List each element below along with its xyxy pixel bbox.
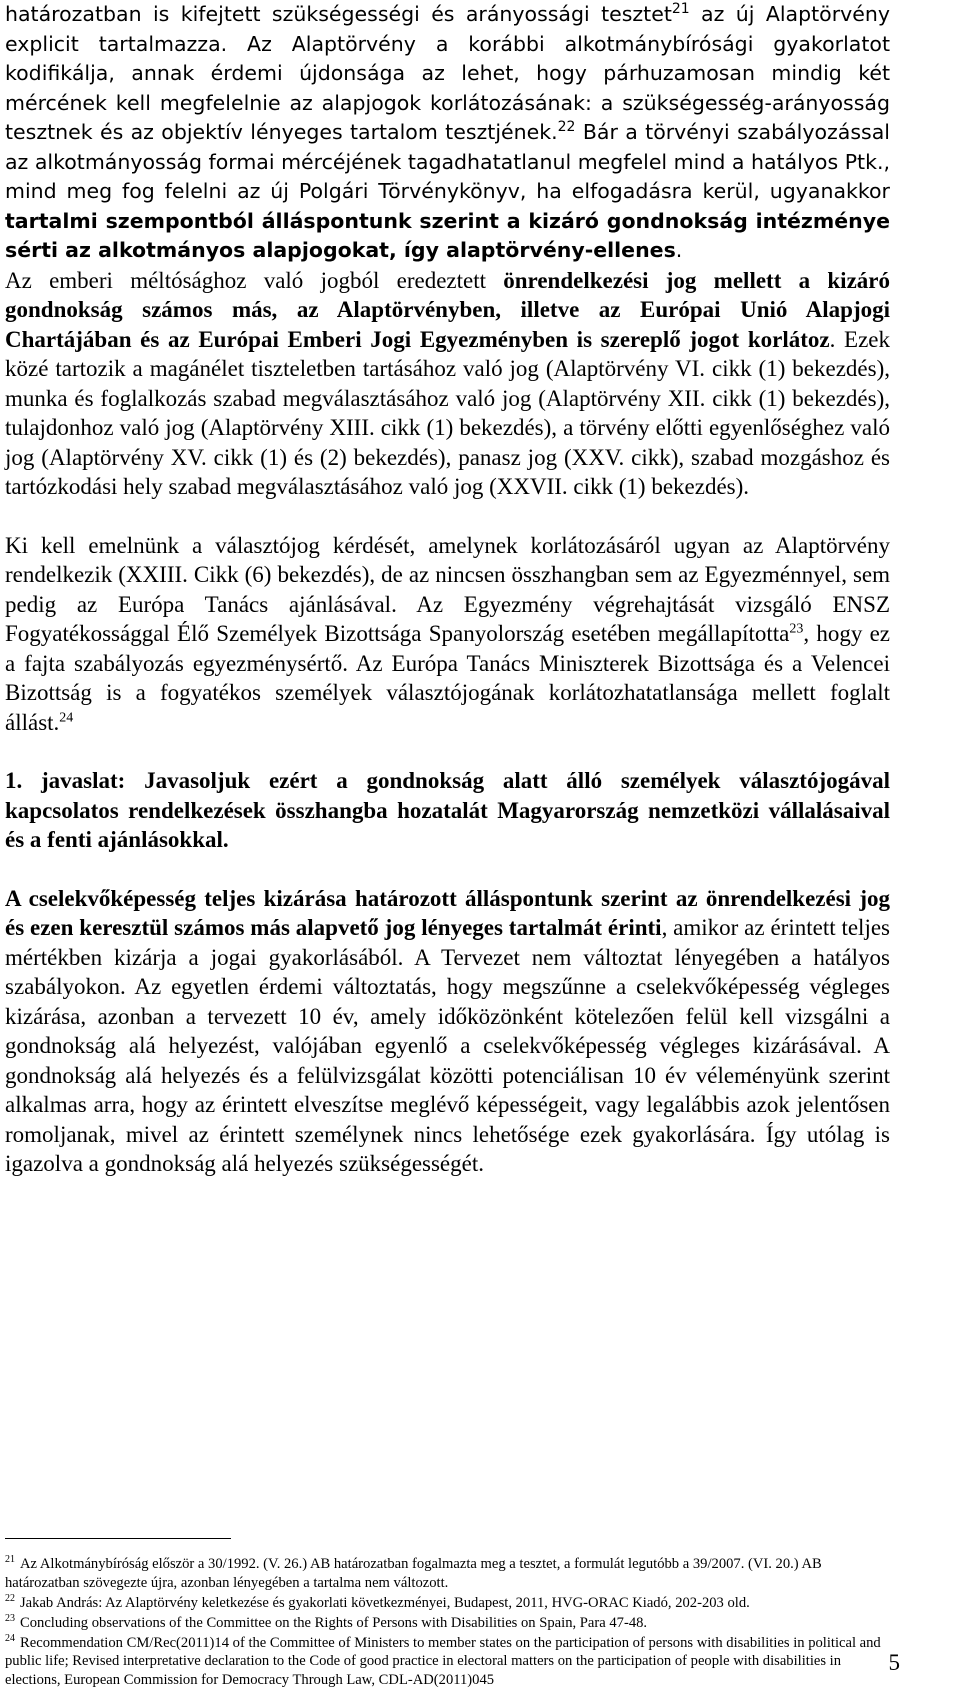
text-run: , hogy ez a fajta szabályozás egyezménysértő. Az Európa Tanács Miniszterek Bizottsága és a Velencei Bizottság is a fogyatékos személyek választójogának korlátozhatatlansága mellett foglalt állást.: [5, 621, 890, 735]
footnote-ref-22[interactable]: 22: [557, 119, 576, 136]
footnote-text: Recommendation CM/Rec(2011)14 of the Committee of Ministers to member states on the participation of persons with disabilities in political and public life; Revised interpretative declaration to the Code of good practice in electoral matters on the participation of people with disabilities in elections, European Commission for Democracy Through Law, CDL-AD(2011)045: [5, 1634, 881, 1688]
footnote-text: Concluding observations of the Committee on the Rights of Persons with Disabilities on Spain, Para 47-48.: [20, 1614, 648, 1631]
paragraph-self-determination: [5, 266, 890, 502]
footnotes-section: [5, 1538, 890, 1691]
paragraph-legal-capacity: [5, 884, 890, 1179]
text-run: Bár a törvényi szabályozással az alkotmányosság formai mércéjének tagadhatatlanul megfelel mind a hatályos Ptk., mind meg fog felelni az új Polgári Törvénykönyv, ha elfogadásra kerül, ugyanakkor: [5, 120, 890, 203]
footnote-number: 22: [5, 1592, 15, 1604]
footnote-text: Jakab András: Az Alaptörvény keletkezése és gyakorlati következményei, Budapest, 2011, HVG-ORAC Kiadó, 202-203 old.: [20, 1594, 750, 1611]
paragraph-proportionality-test: [5, 0, 890, 266]
footnote-22: [5, 1594, 890, 1613]
text-run: az új Alaptörvény explicit tartalmazza. Az Alaptörvény a korábbi alkotmánybírósági gyakorlatot kodifikálja, annak érdemi újdonsága az lehet, hogy párhuzamosan mindig két mércének kell megfelelnie az alapjogok korlátozásának: a szükségesség-arányosság tesztnek és az objektív lényeges tartalom tesztjének.: [5, 2, 890, 144]
footnote-21: [5, 1555, 890, 1592]
text-run: határozatban is kifejtett szükségességi és arányossági tesztet: [5, 2, 672, 26]
footnote-ref-21[interactable]: 21: [671, 1, 690, 18]
footnote-24: [5, 1634, 890, 1690]
text-run: , amikor az érintett teljes mértékben kizárja a jogai gyakorlásából. A Tervezet nem változtat lényegében a hatályos szabályokon. Az egyetlen érdemi változtatás, hogy megszűnne a cselekvőképesség végleges kizárása, azonban a tervezett 10 év, amely időközönként kötelezően felül kell vizsgálni a gondnokság alá helyezést, valójában egyenlő a cselekvőképesség végleges kizárásával. A gondnokság alá helyezés és a felülvizsgálat közötti potenciálisan 10 év véleményünk szerint alkalmas arra, hogy az érintett elveszítse meglévő képességeit, vagy legalábbis azok jelentősen romoljanak, mivel az érintett személynek nincs lehetősége ezek gyakorlására. Így utólag is igazolva a gondnokság alá helyezés szükségességét.: [5, 915, 890, 1176]
bold-statement: A cselekvőképesség teljes kizárása határozott álláspontunk szerint az önrendelkezési jog és ezen keresztül számos más alapvető jog lényeges tartalmát érinti: [5, 885, 890, 940]
footnote-text: Az Alkotmánybíróság először a 30/1992. (V. 26.) AB határozatban fogalmazta meg a tesztet, a formulát legutóbb a 39/2007. (VI. 20.) AB határozatban szövegezte újra, azonban lényegében a tartalma nem változott.: [5, 1556, 822, 1591]
text-run: .: [675, 238, 683, 262]
page-number: 5: [888, 1650, 900, 1675]
text-run: . Ezek közé tartozik a magánélet tiszteletben tartásához való jog (Alaptörvény VI. cikk (1) bekezdés), munka és foglalkozás szabad megválasztásához való jog (Alaptörvény XII. cikk (1) bekezdés), tulajdonhoz való jog (Alaptörvény XIII. cikk (1) bekezdés), a törvény előtti egyenlőséghez való jog (Alaptörvény XV. cikk (1) és (2) bekezdés), panasz jog (XXV. cikk), szabad mozgáshoz és tartózkodási hely szabad megválasztásához való jog (XXVII. cikk (1) bekezdés).: [5, 326, 890, 499]
bold-conclusion: tartalmi szempontból álláspontunk szerint a kizáró gondnokság intézménye sérti az alkotmányos alapjogokat, így alaptörvény-ellenes: [5, 208, 890, 262]
proposal-1: [5, 766, 890, 855]
footnote-23: [5, 1614, 890, 1633]
proposal-text: 1. javaslat: Javasoljuk ezért a gondnokság alatt álló személyek választójogával kapcsolatos rendelkezések összhangba hozatalát Magyarország nemzetközi vállalásaival és a fenti ajánlásokkal.: [5, 768, 890, 852]
footnote-ref-24[interactable]: 24: [59, 709, 74, 725]
bold-statement: önrendelkezési jog mellett a kizáró gondnokság számos más, az Alaptörvényben, illetve az Európai Unió Alapjogi Chartájában és az Európai Emberi Jogi Egyezményben is szereplő jogot korlátoz: [5, 267, 890, 352]
footnote-number: 24: [5, 1632, 15, 1644]
footnote-divider: [5, 1538, 231, 1539]
paragraph-voting-rights: [5, 531, 890, 738]
text-run: Ki kell emelnünk a választójog kérdését, amelynek korlátozásáról ugyan az Alaptörvény rendelkezik (XXIII. Cikk (6) bekezdés), de az nincsen összhangban sem az Egyezménnyel, sem pedig az Európa Tanács ajánlásával. Az Egyezmény végrehajtását vizsgáló ENSZ Fogyatékossággal Élő Személyek Bizottsága Spanyolország esetében megállapította: [5, 532, 890, 646]
footnote-number: 21: [5, 1554, 15, 1566]
footnote-ref-23[interactable]: 23: [789, 621, 804, 637]
text-run: Az emberi méltósághoz való jogból eredeztett: [5, 267, 504, 293]
footnote-number: 23: [5, 1612, 15, 1624]
document-body: [5, 0, 890, 1179]
